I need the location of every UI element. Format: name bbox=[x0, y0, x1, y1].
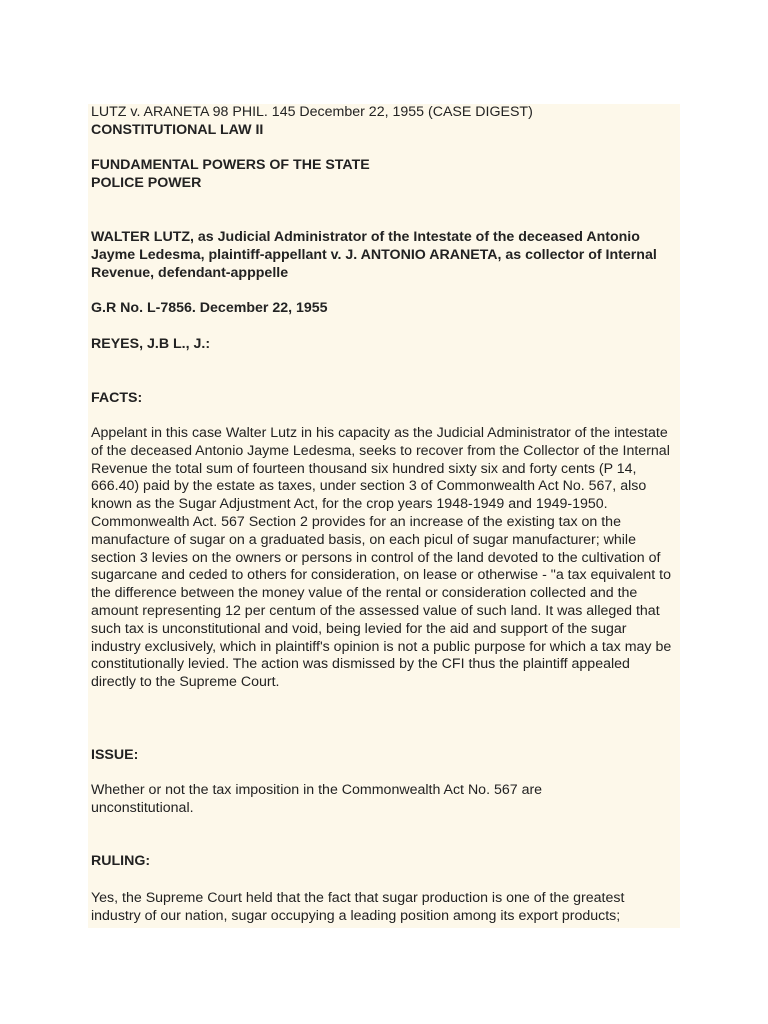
issue-heading: ISSUE: bbox=[91, 747, 139, 763]
document-page bbox=[88, 104, 680, 928]
issue-body: Whether or not the tax imposition in the Commonwealth Act No. 567 are unconstitutional. bbox=[91, 782, 543, 816]
case-parties: WALTER LUTZ, as Judicial Administrator of the Intestate of the deceased Antonio Jayme Ledesma, plaintiff-appellant v. J. ANTONIO ARANETA, as collector of Internal Revenue, defendant-apppelle bbox=[91, 229, 657, 281]
facts-body: Appelant in this case Walter Lutz in his capacity as the Judicial Administrator of the intestate of the deceased Antonio Jayme Ledesma, seeks to recover from the Collector of the Internal Revenue the total sum of fourteen thousand six hundred sixty six and forty cents (P 14, 666.40) paid by the estate as taxes, under section 3 of Commonwealth Act No. 567, also known as the Sugar Adjustment Act, for the crop years 1948-1949 and 1949-1950. Commonwealth Act. 567 Section 2 provides for an increase of the existing tax on the manufacture of sugar on a graduated basis, on each picul of sugar manufacturer; while section 3 levies on the owners or persons in control of the land devoted to the cultivation of sugarcane and ceded to others for consideration, on lease or otherwise - "a tax equivalent to the difference between the money value of the rental or consideration collected and the amount representing 12 per centum of the assessed value of such land. It was alleged that such tax is unconstitutional and void, being levied for the aid and support of the sugar industry exclusively, which in plaintiff's opinion is not a public purpose for which a tax may be constitutionally levied. The action was dismissed by the CFI thus the plaintiff appealed directly to the Supreme Court. bbox=[91, 425, 672, 691]
subject-heading: CONSTITUTIONAL LAW II bbox=[91, 122, 264, 138]
facts-heading: FACTS: bbox=[91, 390, 143, 406]
ponente: REYES, J.B L., J.: bbox=[91, 336, 211, 352]
gr-number: G.R No. L-7856. December 22, 1955 bbox=[91, 300, 328, 316]
ruling-heading: RULING: bbox=[91, 853, 151, 869]
subtopic-heading: POLICE POWER bbox=[91, 175, 202, 191]
topic-heading: FUNDAMENTAL POWERS OF THE STATE bbox=[91, 157, 370, 173]
ruling-body: Yes, the Supreme Court held that the fact that sugar production is one of the greatest industry of our nation, sugar occupying a leading position among its export products; bbox=[91, 890, 625, 924]
case-title: LUTZ v. ARANETA 98 PHIL. 145 December 22, 1955 (CASE DIGEST) bbox=[91, 104, 533, 120]
